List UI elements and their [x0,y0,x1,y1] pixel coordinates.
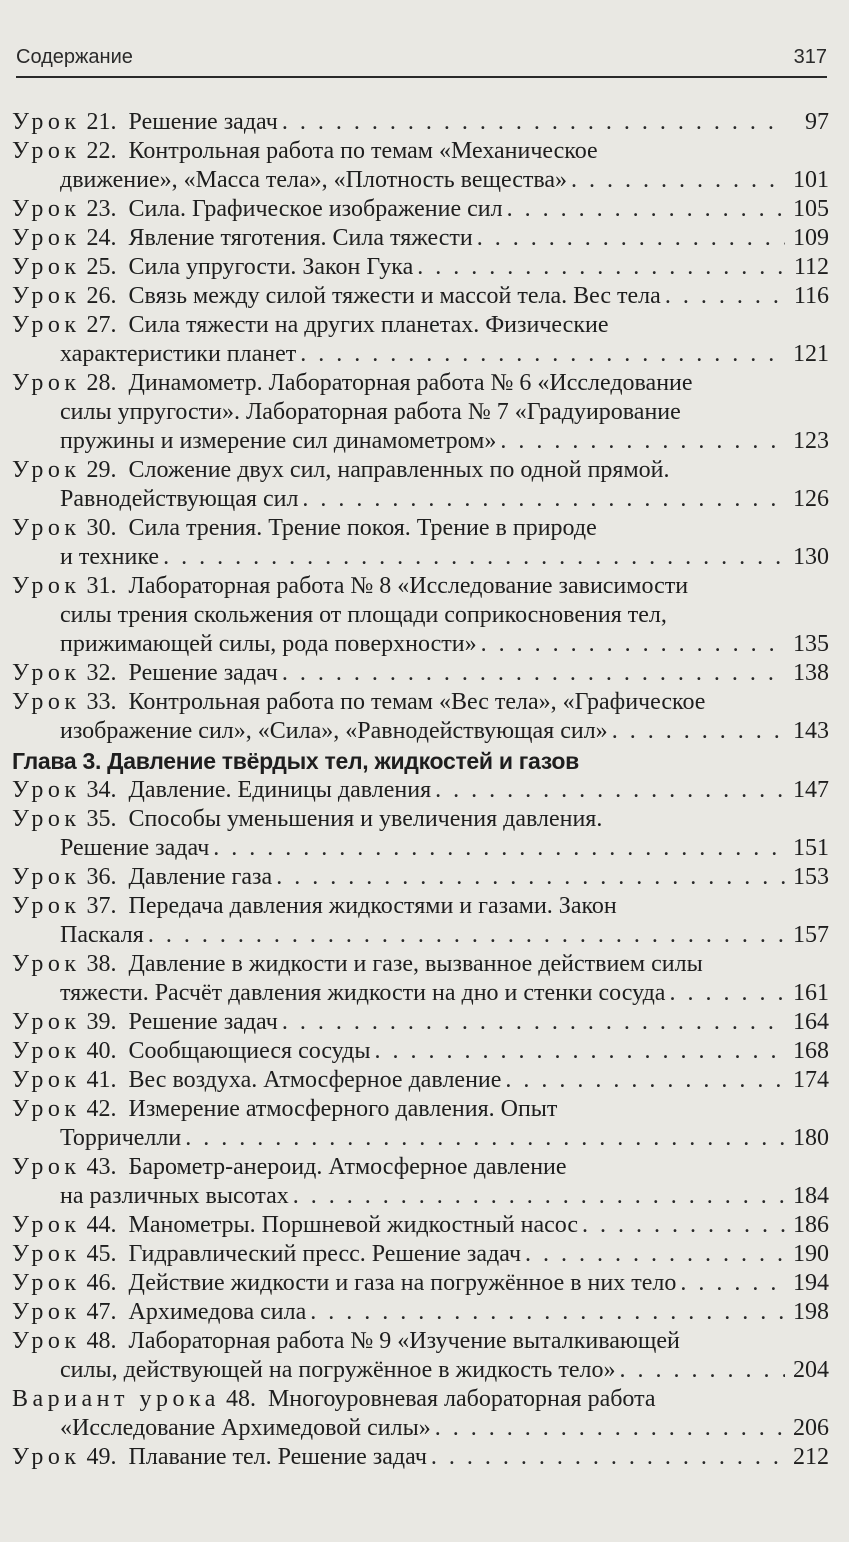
entry-title-continued: Паскаля [60,922,144,948]
toc-entry [12,805,829,863]
dot-leader [310,1298,785,1327]
dot-leader [477,224,785,253]
chapter-heading: Глава 3. Давление твёрдых тел, жидкостей и газов [12,748,579,774]
variant-word: Вариант урока [12,1386,220,1412]
entry-label [12,1095,117,1124]
header-title: Содержание [16,46,133,68]
toc-entry [12,456,829,514]
toc-entry-line [12,369,829,398]
toc-entry-line [12,601,829,630]
toc-entry [12,1153,829,1211]
entry-title: Лабораторная работа № 9 «Изучение выталкивающей [128,1328,680,1354]
entry-label [12,1298,117,1327]
lesson-word: Урок [12,1270,81,1296]
entry-label [12,1269,117,1298]
entry-label [12,1066,117,1095]
entry-title-continued: движение», «Масса тела», «Плотность вещества» [60,167,568,193]
entry-title: Измерение атмосферного давления. Опыт [128,1096,558,1122]
lesson-number: 21. [86,109,117,135]
toc-entry [12,253,829,282]
entry-title-continued: характеристики планет [60,341,297,367]
entry-title: Действие жидкости и газа на погружённое в них тело [128,1270,677,1296]
lesson-word: Урок [12,864,81,890]
entry-label [12,282,117,311]
entry-label [12,514,117,543]
toc-entry-line [12,1269,829,1298]
dot-leader [507,195,785,224]
toc-entry [12,572,829,659]
lesson-number: 44. [86,1212,117,1238]
lesson-number: 48. [86,1328,117,1354]
page-number: 143 [793,718,829,744]
toc-entry-line [12,892,829,921]
toc-entry-line [12,253,829,282]
entry-title-continued: Торричелли [60,1125,182,1151]
page-number: 204 [793,1357,829,1383]
entry-title: Многоуровневая лабораторная работа [267,1386,656,1412]
page-number: 180 [793,1125,829,1151]
toc-entry-line [12,398,829,427]
entry-title: Сила упругости. Закон Гука [128,254,414,280]
entry-label [12,253,117,282]
entry-title: Давление газа [128,864,273,890]
toc-entry-line [12,1298,829,1327]
lesson-word: Урок [12,660,81,686]
page-number: 121 [793,341,829,367]
toc-entry-line [12,1240,829,1269]
entry-label [12,195,117,224]
toc-entry [12,514,829,572]
toc-entry [12,137,829,195]
lesson-word: Урок [12,1212,81,1238]
toc-entry-line [12,1037,829,1066]
entry-title: Сила. Графическое изображение сил [128,196,503,222]
header-page-number: 317 [793,46,827,68]
toc-entry [12,1269,829,1298]
lesson-word: Урок [12,689,81,715]
entry-title-continued: пружины и измерение сил динамометром» [60,428,497,454]
entry-title: Контрольная работа по темам «Механическое [128,138,598,164]
lesson-number: 40. [86,1038,117,1064]
entry-title: Вес воздуха. Атмосферное давление [128,1067,502,1093]
toc-entry [12,224,829,253]
dot-leader [680,1269,785,1298]
dot-leader [435,1414,785,1443]
entry-title-continued: силы трения скольжения от площади соприкосновения тел, [60,602,667,628]
lesson-word: Урок [12,893,81,919]
toc-entry-line [12,514,829,543]
toc-entry [12,1327,829,1385]
toc-entry-line [12,1153,829,1182]
lesson-number: 32. [86,660,117,686]
entry-label [12,863,117,892]
lesson-number: 35. [86,806,117,832]
toc-entry [12,1298,829,1327]
entry-title: Лабораторная работа № 8 «Исследование зависимости [128,573,689,599]
lesson-number: 45. [86,1241,117,1267]
page-number: 123 [793,428,829,454]
toc-entry-line [12,1211,829,1240]
lesson-number: 28. [86,370,117,396]
entry-label [12,659,117,688]
lesson-number: 31. [86,573,117,599]
dot-leader [276,863,785,892]
lesson-word: Урок [12,1299,81,1325]
entry-title: Сила тяжести на других планетах. Физические [128,312,609,338]
entry-label [12,1037,117,1066]
entry-label [12,1327,117,1356]
entry-label [12,1008,117,1037]
toc-entry-line [12,834,829,863]
entry-title: Передача давления жидкостями и газами. Закон [128,893,617,919]
table-of-contents [12,108,829,1472]
page-number: 116 [793,283,829,309]
lesson-word: Урок [12,1241,81,1267]
page-number: 138 [793,660,829,686]
toc-entry-line [12,543,829,572]
lesson-word: Урок [12,515,81,541]
page-number: 174 [793,1067,829,1093]
dot-leader [375,1037,785,1066]
page-number: 157 [793,922,829,948]
dot-leader [293,1182,785,1211]
lesson-word: Урок [12,806,81,832]
page-number: 164 [793,1009,829,1035]
lesson-number: 24. [86,225,117,251]
toc-entry [12,1008,829,1037]
toc-entry-line [12,311,829,340]
page-number: 184 [793,1183,829,1209]
toc-entry-line [12,688,829,717]
page-number: 126 [793,486,829,512]
lesson-number: 43. [86,1154,117,1180]
lesson-word: Урок [12,225,81,251]
lesson-word: Урок [12,777,81,803]
dot-leader [582,1211,785,1240]
lesson-number: 47. [86,1299,117,1325]
entry-title: Динамометр. Лабораторная работа № 6 «Исследование [128,370,693,396]
dot-leader [620,1356,786,1385]
dot-leader [431,1443,785,1472]
page-number: 147 [793,777,829,803]
dot-leader [435,776,785,805]
page-number: 190 [793,1241,829,1267]
entry-title: Сила трения. Трение покоя. Трение в природе [128,515,597,541]
toc-entry-line [12,950,829,979]
toc-entry-line [12,195,829,224]
lesson-word: Урок [12,1096,81,1122]
toc-entry [12,863,829,892]
entry-label [12,456,117,485]
dot-leader [525,1240,785,1269]
entry-title: Контрольная работа по темам «Вес тела», «Графическое [128,689,706,715]
toc-entry-line [12,630,829,659]
page-number: 198 [793,1299,829,1325]
entry-label [12,776,117,805]
page-number: 97 [805,109,829,135]
page-number: 151 [793,835,829,861]
dot-leader [500,427,785,456]
entry-title-continued: тяжести. Расчёт давления жидкости на дно и стенки сосуда [60,980,666,1006]
entry-title-continued: и технике [60,544,160,570]
lesson-number: 33. [86,689,117,715]
lesson-number: 26. [86,283,117,309]
dot-leader [282,1008,785,1037]
entry-title: Решение задач [128,1009,278,1035]
lesson-number: 39. [86,1009,117,1035]
lesson-number: 27. [86,312,117,338]
entry-label [12,572,117,601]
page-number: 212 [793,1444,829,1470]
toc-entry-line [12,572,829,601]
entry-title-continued: на различных высотах [60,1183,289,1209]
lesson-word: Урок [12,196,81,222]
lesson-word: Урок [12,1444,81,1470]
toc-entry-line [12,1356,829,1385]
entry-label [12,1385,256,1414]
lesson-number: 23. [86,196,117,222]
lesson-number: 30. [86,515,117,541]
dot-leader [669,979,785,1008]
toc-entry [12,688,829,746]
lesson-number: 22. [86,138,117,164]
toc-entry [12,1443,829,1472]
lesson-word: Урок [12,138,81,164]
entry-label [12,805,117,834]
lesson-word: Урок [12,1038,81,1064]
running-header [16,44,827,78]
lesson-number: 37. [86,893,117,919]
page-number: 206 [793,1415,829,1441]
toc-entry [12,1240,829,1269]
lesson-number: 36. [86,864,117,890]
lesson-word: Урок [12,109,81,135]
entry-title: Сложение двух сил, направленных по одной прямой. [128,457,670,483]
toc-entry-line [12,1066,829,1095]
dot-leader [300,340,785,369]
toc-entry-line [12,485,829,514]
lesson-word: Урок [12,1328,81,1354]
toc-entry-line [12,979,829,1008]
toc-entry-line [12,282,829,311]
page-number: 101 [793,167,829,193]
lesson-word: Урок [12,573,81,599]
page-number: 135 [793,631,829,657]
toc-entry [12,950,829,1008]
lesson-word: Урок [12,312,81,338]
lesson-number: 38. [86,951,117,977]
toc-entry-line [12,137,829,166]
entry-label [12,1153,117,1182]
entry-title: Сообщающиеся сосуды [128,1038,371,1064]
page-number: 168 [793,1038,829,1064]
toc-entry-line [12,659,829,688]
dot-leader [417,253,785,282]
toc-entry-line [12,776,829,805]
entry-label [12,137,117,166]
entry-title: Давление. Единицы давления [128,777,432,803]
entry-title-continued: изображение сил», «Сила», «Равнодействующая сил» [60,718,608,744]
toc-entry [12,282,829,311]
dot-leader [665,282,785,311]
lesson-number: 41. [86,1067,117,1093]
toc-entry-line [12,1327,829,1356]
entry-title-continued: силы упругости». Лабораторная работа № 7 «Градуирование [60,399,681,425]
lesson-word: Урок [12,1154,81,1180]
entry-title: Манометры. Поршневой жидкостный насос [128,1212,579,1238]
toc-entry-line [12,717,829,746]
page-number: 161 [793,980,829,1006]
toc-entry-line [12,1385,829,1414]
entry-title-continued: Решение задач [60,835,210,861]
entry-title-continued: силы, действующей на погружённое в жидкость тело» [60,1357,616,1383]
page-number: 186 [793,1212,829,1238]
toc-entry [12,195,829,224]
toc-entry-line [12,863,829,892]
toc-entry-line [12,340,829,369]
toc-entry-line [12,166,829,195]
entry-label [12,688,117,717]
toc-entry-line [12,427,829,456]
dot-leader [213,834,785,863]
toc-entry-line [12,1443,829,1472]
toc-entry-line [12,1095,829,1124]
dot-leader [571,166,785,195]
toc-entry [12,776,829,805]
entry-label [12,224,117,253]
lesson-number: 48. [225,1386,256,1412]
entry-label [12,369,117,398]
page-number: 194 [793,1270,829,1296]
entry-title-continued: «Исследование Архимедовой силы» [60,1415,431,1441]
lesson-word: Урок [12,951,81,977]
entry-title: Архимедова сила [128,1299,307,1325]
lesson-word: Урок [12,370,81,396]
lesson-number: 49. [86,1444,117,1470]
dot-leader [302,485,785,514]
toc-entry [12,311,829,369]
entry-label [12,1240,117,1269]
lesson-number: 29. [86,457,117,483]
dot-leader [163,543,785,572]
dot-leader [505,1066,785,1095]
lesson-number: 46. [86,1270,117,1296]
entry-title: Гидравлический пресс. Решение задач [128,1241,522,1267]
entry-title-continued: прижимающей силы, рода поверхности» [60,631,477,657]
toc-entry [12,1385,829,1443]
entry-label [12,311,117,340]
page-number: 130 [793,544,829,570]
entry-title: Способы уменьшения и увеличения давления. [128,806,603,832]
entry-title: Барометр-анероид. Атмосферное давление [128,1154,567,1180]
page-number: 112 [793,254,829,280]
page-number: 105 [793,196,829,222]
dot-leader [148,921,785,950]
entry-title: Решение задач [128,109,278,135]
entry-title-continued: Равнодействующая сил [60,486,299,512]
toc-entry-line [12,456,829,485]
toc-entry [12,1037,829,1066]
lesson-word: Урок [12,283,81,309]
toc-entry-line [12,1414,829,1443]
lesson-number: 25. [86,254,117,280]
dot-leader [282,108,785,137]
entry-label [12,1443,117,1472]
toc-entry [12,1066,829,1095]
page-number: 153 [793,864,829,890]
lesson-word: Урок [12,1067,81,1093]
lesson-word: Урок [12,254,81,280]
toc-entry [12,108,829,137]
lesson-word: Урок [12,457,81,483]
toc-entry-line [12,921,829,950]
toc-entry [12,1095,829,1153]
toc-entry-line [12,108,829,137]
lesson-number: 42. [86,1096,117,1122]
dot-leader [185,1124,785,1153]
toc-entry-line [12,805,829,834]
entry-label [12,1211,117,1240]
dot-leader [612,717,785,746]
page-number: 109 [793,225,829,251]
toc-entry [12,659,829,688]
toc-entry [12,892,829,950]
toc-entry-line [12,224,829,253]
entry-label [12,892,117,921]
lesson-number: 34. [86,777,117,803]
dot-leader [282,659,785,688]
entry-label [12,108,117,137]
entry-title: Давление в жидкости и газе, вызванное действием силы [128,951,703,977]
dot-leader [481,630,785,659]
lesson-word: Урок [12,1009,81,1035]
entry-label [12,950,117,979]
toc-entry [12,369,829,456]
entry-title: Плавание тел. Решение задач [128,1444,427,1470]
entry-title: Решение задач [128,660,278,686]
toc-entry [12,1211,829,1240]
toc-entry-line [12,1008,829,1037]
toc-entry-line [12,1182,829,1211]
toc-entry-line [12,1124,829,1153]
entry-title: Связь между силой тяжести и массой тела. Вес тела [128,283,661,309]
entry-title: Явление тяготения. Сила тяжести [128,225,473,251]
